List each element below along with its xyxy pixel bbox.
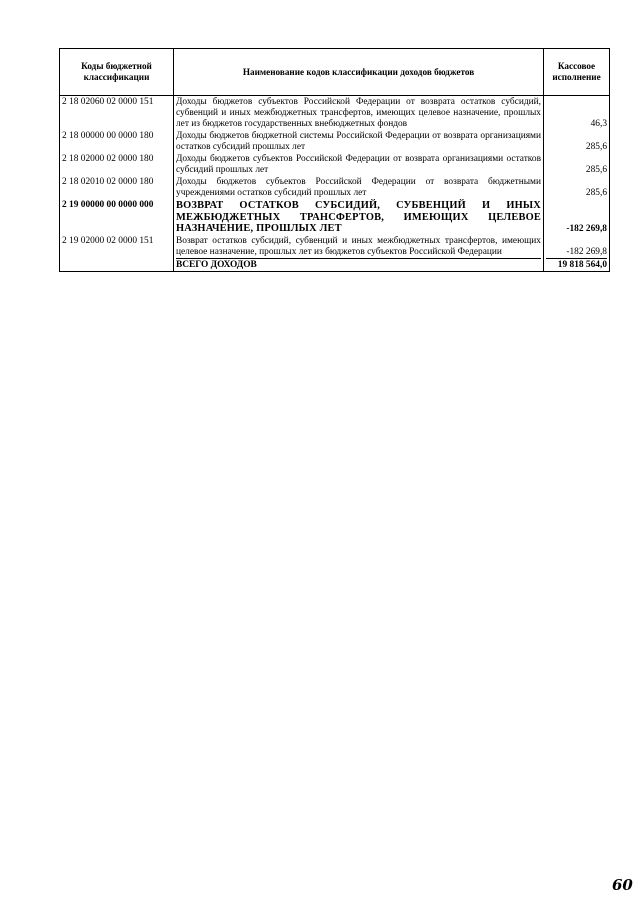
row-code: 2 19 00000 00 0000 000 [60, 199, 174, 235]
row-name: Доходы бюджетов субъектов Российской Федерации от возврата бюджетными учреждениями остатков субсидий прошлых лет [174, 176, 544, 199]
total-row [60, 259, 610, 272]
row-name: Доходы бюджетов субъектов Российской Федерации от возврата остатков субсидий, субвенций и иных межбюджетных трансфертов, имеющих целевое назначение, прошлых лет из бюджетов государственных внебюджетных фондов [174, 96, 544, 131]
page-number: 60 [612, 876, 633, 894]
row-amount-text: -182 269,8 [546, 247, 607, 259]
row-code: 2 18 02010 02 0000 180 [60, 176, 174, 199]
row-amount: 46,3 [544, 96, 610, 131]
total-code [60, 259, 174, 272]
table-header-row [60, 49, 610, 96]
row-amount: -182 269,8 [544, 199, 610, 235]
total-label: ВСЕГО ДОХОДОВ [174, 259, 544, 272]
row-amount: 285,6 [544, 130, 610, 153]
header-code-name: Наименование кодов классификации доходов бюджетов [174, 49, 544, 96]
table-row [60, 199, 610, 235]
row-name [174, 235, 544, 259]
row-name: Доходы бюджетов субъектов Российской Федерации от возврата организациями остатков субсидий прошлых лет [174, 153, 544, 176]
row-code: 2 18 02060 02 0000 151 [60, 96, 174, 131]
row-name: Доходы бюджетов бюджетной системы Российской Федерации от возврата организациями остатков субсидий прошлых лет [174, 130, 544, 153]
header-cash-execution: Кассовое исполнение [544, 49, 610, 96]
row-amount: 285,6 [544, 153, 610, 176]
total-amount: 19 818 564,0 [544, 259, 610, 272]
table-row [60, 130, 610, 153]
row-amount [544, 235, 610, 259]
row-amount: 285,6 [544, 176, 610, 199]
table-row [60, 176, 610, 199]
table-row [60, 153, 610, 176]
row-code: 2 18 02000 02 0000 180 [60, 153, 174, 176]
table-row [60, 96, 610, 131]
revenue-table [59, 48, 610, 272]
row-code: 2 18 00000 00 0000 180 [60, 130, 174, 153]
table-row [60, 235, 610, 259]
row-name-text: Возврат остатков субсидий, субвенций и иных межбюджетных трансфертов, имеющих целевое назначение, прошлых лет из бюджетов субъектов Российской Федерации [176, 235, 541, 257]
row-code: 2 19 02000 02 0000 151 [60, 235, 174, 259]
header-budget-codes: Коды бюджетной классификации [60, 49, 174, 96]
row-name: ВОЗВРАТ ОСТАТКОВ СУБСИДИЙ, СУБВЕНЦИЙ И ИНЫХ МЕЖБЮДЖЕТНЫХ ТРАНСФЕРТОВ, ИМЕЮЩИХ ЦЕЛЕВОЕ НАЗНАЧЕНИЕ, ПРОШЛЫХ ЛЕТ [174, 199, 544, 235]
